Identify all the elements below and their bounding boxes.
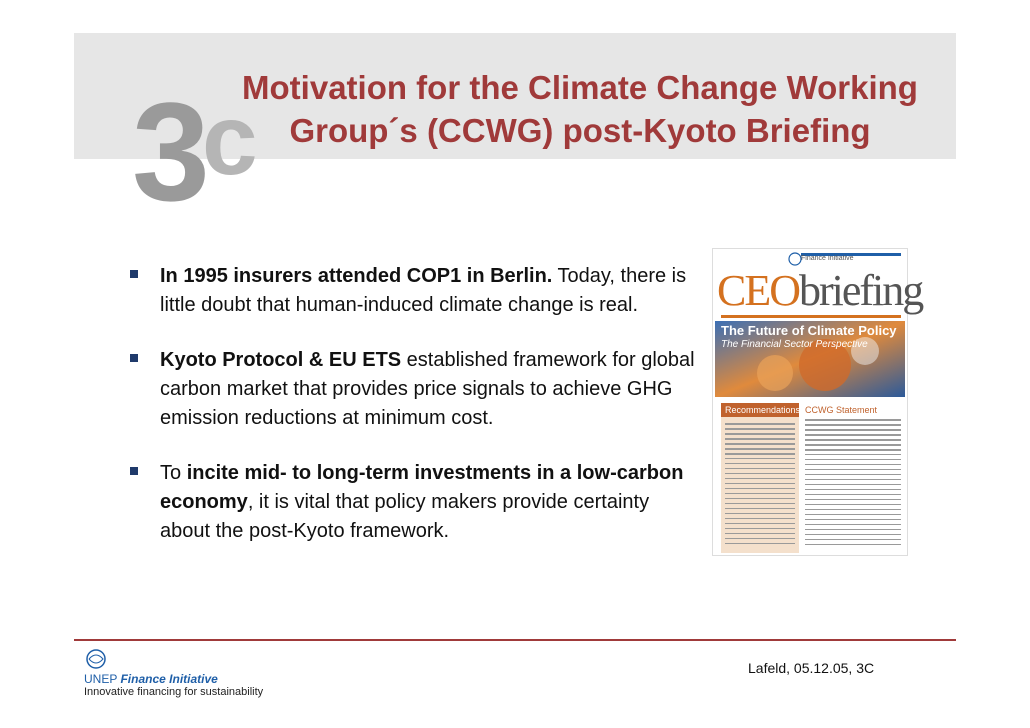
title-line-1: Motivation for the Climate Change Working	[242, 69, 918, 106]
bullet-bold: In 1995 insurers attended COP1 in Berlin.	[160, 265, 553, 287]
svg-text:c: c	[202, 84, 258, 196]
bullet-text: Today, there is little doubt that human-induced climate change is real.	[160, 265, 687, 316]
svg-text:3: 3	[132, 73, 210, 230]
bullet-item	[130, 346, 700, 433]
unep-fi-wordmark: UNEP Finance Initiative	[84, 672, 218, 686]
brochure-statement-heading: CCWG Statement	[805, 405, 878, 415]
brochure-feature-subtitle: The Financial Sector Perspective	[721, 339, 868, 350]
brochure-brand: CEObriefing	[717, 266, 923, 315]
title-line-2: Group´s (CCWG) post-Kyoto Briefing	[289, 112, 871, 149]
brochure-fi-label: Finance Initiative	[801, 255, 854, 262]
bullet-list	[130, 262, 700, 572]
slide-title	[200, 66, 960, 152]
brochure-divider	[721, 315, 901, 318]
bullet-square-icon	[130, 354, 138, 362]
unep-logo-icon	[84, 648, 114, 670]
footer-rule	[74, 639, 956, 641]
ceo-briefing-cover-image	[712, 248, 923, 556]
brochure-text-lines	[805, 419, 901, 549]
bullet-bold: incite mid- to long-term investments in a low-carbon economy	[160, 462, 684, 513]
unep-fi-tagline: Innovative financing for sustainability	[84, 686, 264, 698]
bullet-item	[130, 459, 700, 546]
bullet-text: , it is vital that policy makers provide certainty about the post-Kyoto framework.	[160, 491, 650, 542]
brochure-feature-title: The Future of Climate Policy	[721, 323, 897, 338]
bullet-square-icon	[130, 467, 138, 475]
footer-credit: Lafeld, 05.12.05, 3C	[748, 660, 875, 676]
brochure-text-lines	[725, 423, 795, 548]
brochure-recommendations-box	[721, 403, 799, 553]
bullet-bold: Kyoto Protocol & EU ETS	[160, 349, 402, 371]
bullet-item	[130, 262, 700, 320]
bullet-text-prefix: To	[160, 462, 187, 484]
bullet-square-icon	[130, 270, 138, 278]
bullet-text: established framework for global carbon market that provides price signals to achieve GHG emission reductions at minimum cost.	[160, 349, 695, 429]
brochure-recommendations-heading: Recommendations	[721, 403, 799, 417]
